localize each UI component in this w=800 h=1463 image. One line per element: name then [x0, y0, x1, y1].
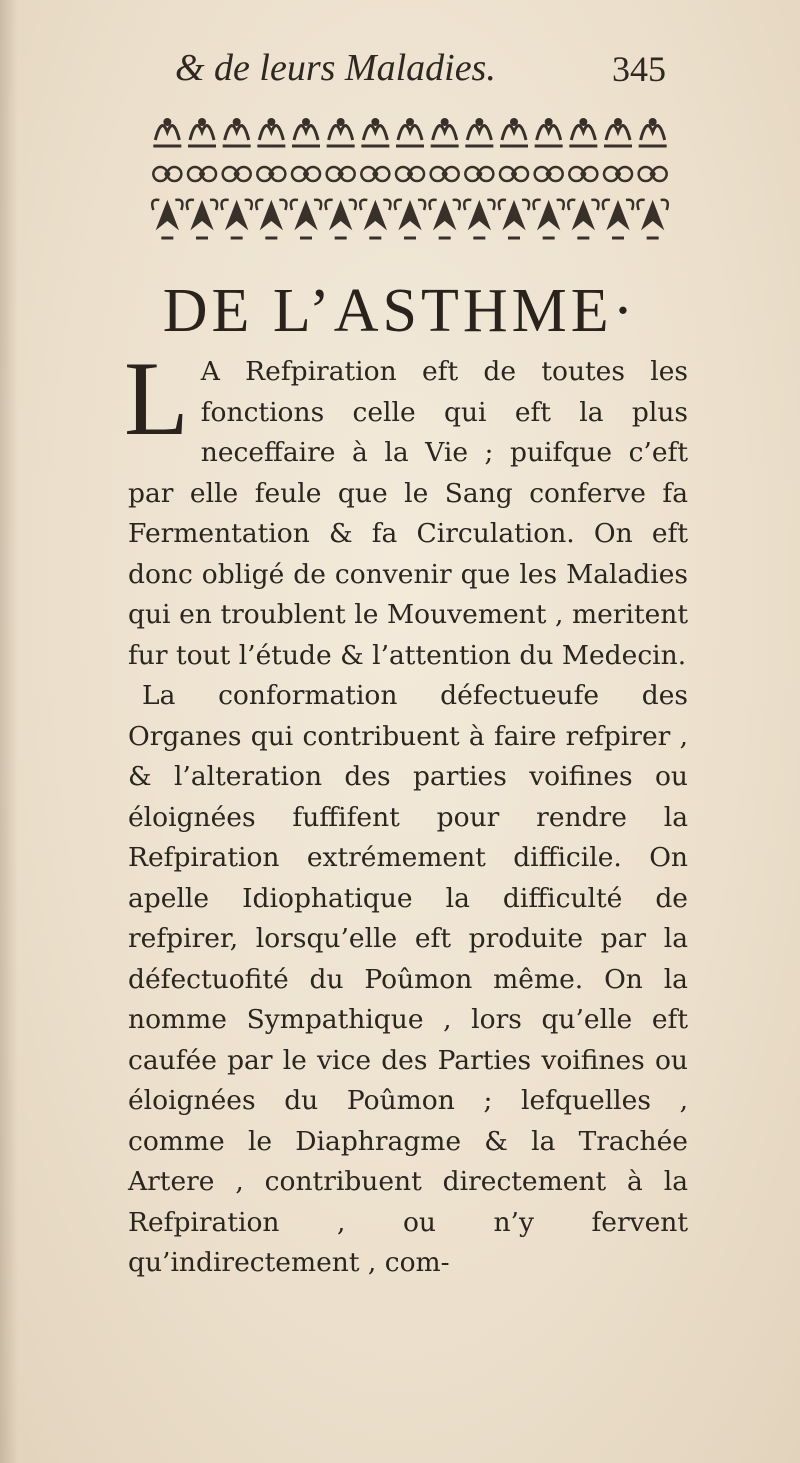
paragraph-2: La conformation défectueufe des Organes qui contribuent à faire refpirer , & l’alteration des parties voifines ou éloignées fuffifent pour rendre la Refpiration extrémement difficile. On apelle Idiophatique la difficulté de refpirer, lorsqu’elle eft produite par la défectuofité du Poûmon même. On la nomme Sympathique , lors qu’elle eft caufée par le vice des Parties voifines ou éloignées du Poûmon ; lefquelles , comme le Diaphragme & la Trachée Artere , contribuent directement à la Refpiration , ou n’y fervent qu’indirectement , com- [128, 680, 688, 1278]
drop-cap: L [124, 340, 189, 457]
binding-shadow [0, 0, 18, 1463]
chapter-title: DE L’ASTHME· [162, 277, 638, 345]
paragraph-1 [124, 340, 688, 676]
running-title: & de leurs Maladies. [175, 47, 496, 89]
body-text [124, 340, 688, 1284]
fleuron-ornament [150, 110, 670, 250]
paragraph-1-text: A Refpiration eft de toutes les fonctions celle qui eft la plus neceffaire à la Vie ; puifque c’eft par elle feule que le Sang conferve fa Fermentation & fa Circulation. On eft donc obligé de convenir que les Maladies qui en troublent le Mouvement , meritent fur tout l’étude & l’attention du Medecin. [128, 356, 688, 671]
page-header [0, 46, 800, 96]
page-number: 345 [612, 49, 666, 89]
